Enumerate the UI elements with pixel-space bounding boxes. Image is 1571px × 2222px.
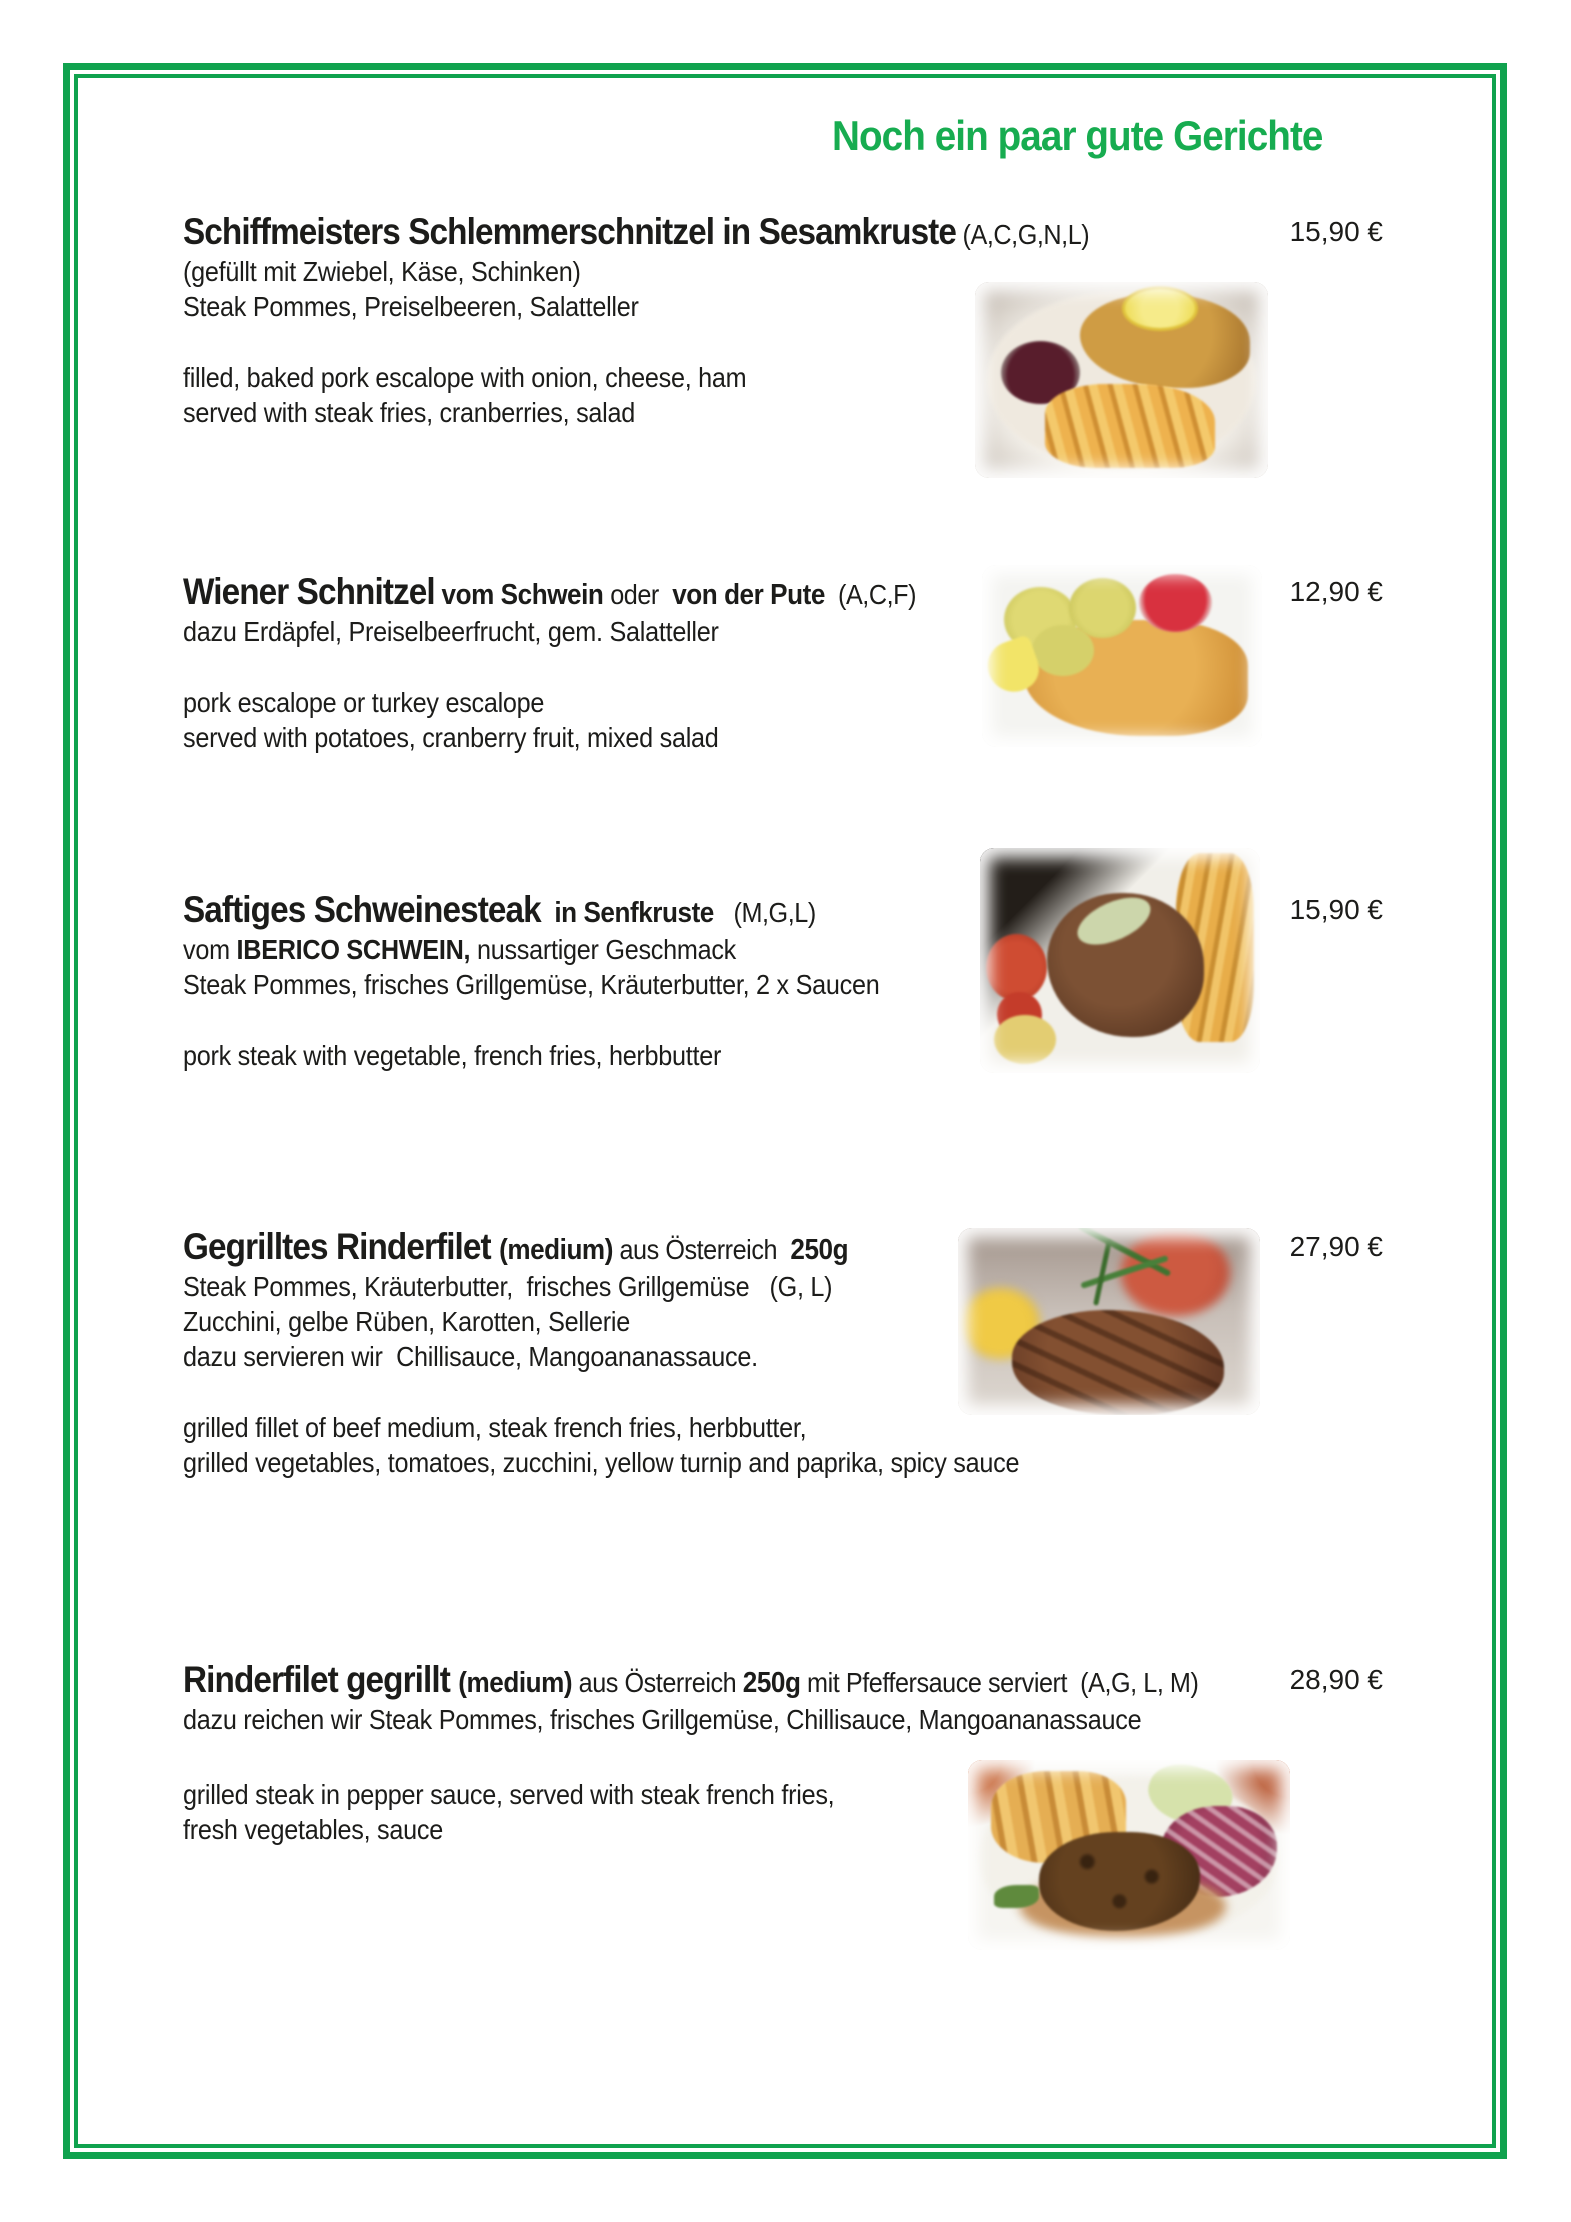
text-segment: grilled steak in pepper sauce, served with steak french fries, [183,1779,835,1810]
text-segment: (A,C,F) [824,579,917,610]
text-segment: (medium) [499,1234,613,1266]
text-segment: pork steak with vegetable, french fries, herbbutter [183,1040,722,1071]
text-segment: Wiener Schnitzel [183,571,435,612]
potato-shape [1004,587,1077,653]
sesame-schnitzel-fries-photo [975,282,1268,478]
schnitzel-shape [1080,294,1250,388]
text-segment: filled, baked pork escalope with onion, cheese, ham [183,362,747,393]
text-segment: Schiffmeisters Schlemmerschnitzel in Sesamkruste [183,211,957,252]
rosemary-sprig-shape [1093,1239,1112,1306]
text-segment: oder [610,579,666,610]
cucumber-shape [1142,1760,1239,1834]
cranberry-dip-shape [1001,341,1080,404]
tomato-shape [986,934,1048,1002]
price: 15,90 € [1289,216,1383,247]
text-segment: fresh vegetables, sauce [183,1814,443,1845]
lemon-wedge-shape [982,634,1045,699]
price: 12,90 € [1289,576,1383,607]
text-segment: served with steak fries, cranberries, salad [183,397,635,428]
text-segment: Rinderfilet gegrillt [183,1659,459,1700]
red-salad-shape [1161,1806,1277,1897]
fries-shape [991,1771,1126,1862]
rosemary-sprig-shape [1077,1228,1170,1276]
tomato-shape [1121,1230,1230,1316]
text-segment: vom [183,934,237,965]
text-segment: Steak Pommes, frisches Grillgemüse, Kräuterbutter, 2 x Saucen [183,969,880,1000]
menu-text-line [183,1702,1263,1737]
corn-shape [961,1288,1040,1359]
tomato-shape [997,992,1042,1037]
text-segment: served with potatoes, cranberry fruit, mixed salad [183,722,719,753]
text-segment: Saftiges Schweinesteak [183,889,541,930]
text-segment: aus Österreich [612,1234,784,1265]
lemon-slice-shape [1122,286,1198,331]
text-segment: (M,G,L) [713,897,816,928]
text-segment: (medium) [458,1667,573,1699]
beef-filet-rosemary-photo [958,1228,1260,1415]
text-segment: aus Österreich [572,1667,743,1698]
price: 27,90 € [1289,1231,1383,1262]
text-segment: dazu reichen wir Steak Pommes, frisches Grillgemüse, Chillisauce, Mangoananassauce [183,1704,1142,1735]
text-segment: 250g [783,1234,849,1266]
text-segment: Gegrilltes Rinderfilet [183,1226,500,1267]
text-segment: Zucchini, gelbe Rüben, Karotten, Sellerie [183,1306,631,1337]
steak-shape [1039,1832,1200,1931]
description-en [183,1410,1383,1480]
text-segment: mit Pfeffersauce serviert [800,1667,1074,1698]
wiener-schnitzel-potatoes-photo [982,565,1262,747]
text-segment: grilled fillet of beef medium, steak french fries, herbbutter, [183,1412,807,1443]
text-segment: grilled vegetables, tomatoes, zucchini, yellow turnip and paprika, spicy sauce [183,1447,1020,1478]
text-segment: IBERICO SCHWEIN, [236,934,471,965]
pork-steak-shape [1047,893,1204,1037]
text-segment: dazu Erdäpfel, Preiselbeerfrucht, gem. Salatteller [183,616,719,647]
herb-garnish-shape [994,1885,1039,1908]
beef-filet-shape [1012,1310,1223,1415]
text-segment: 250g [742,1667,801,1699]
schnitzel-shape [1024,620,1248,736]
description-de [183,1702,1383,1737]
dish-heading-row [183,1658,1383,1702]
herb-butter-shape [1071,888,1158,955]
fries-shape [1045,384,1215,468]
price: 15,90 € [1289,894,1383,925]
plate-shape [978,1775,1281,1942]
text-segment: (gefüllt mit Zwiebel, Käse, Schinken) [183,256,581,287]
text-segment: Steak Pommes, Kräuterbutter, frisches Grillgemüse (G, L) [183,1271,833,1302]
pepper-steak-fries-salad-photo [968,1760,1290,1950]
plate-shape [987,292,1257,468]
cranberry-bowl-shape [1139,574,1212,632]
text-segment: vom Schwein [434,579,611,611]
price: 28,90 € [1289,1664,1383,1695]
text-segment: in Senfkruste [540,897,714,929]
text-segment: nussartiger Geschmack [470,934,736,965]
potato-shape [994,1015,1056,1065]
text-segment: dazu servieren wir Chillisauce, Mangoananassauce. [183,1341,758,1372]
dish-heading-row [183,210,1383,254]
text-segment: pork escalope or turkey escalope [183,687,545,718]
potato-shape [1069,578,1136,638]
pork-steak-grill-vegetables-photo [980,848,1260,1073]
menu-text-line [183,1445,1263,1480]
rosemary-sprig-shape [1080,1255,1168,1289]
pepper-sauce-shape [1020,1874,1226,1939]
menu-text-line [183,1410,1263,1445]
text-segment: Steak Pommes, Preiselbeeren, Salatteller [183,291,639,322]
potato-shape [1032,625,1094,676]
fries-shape [1176,853,1254,1042]
text-segment: (A,C,G,N,L) [956,219,1090,250]
text-segment: (A,G, L, M) [1073,1667,1199,1698]
page-title: Noch ein paar gute Gerichte [832,112,1323,159]
text-segment: von der Pute [665,579,825,611]
